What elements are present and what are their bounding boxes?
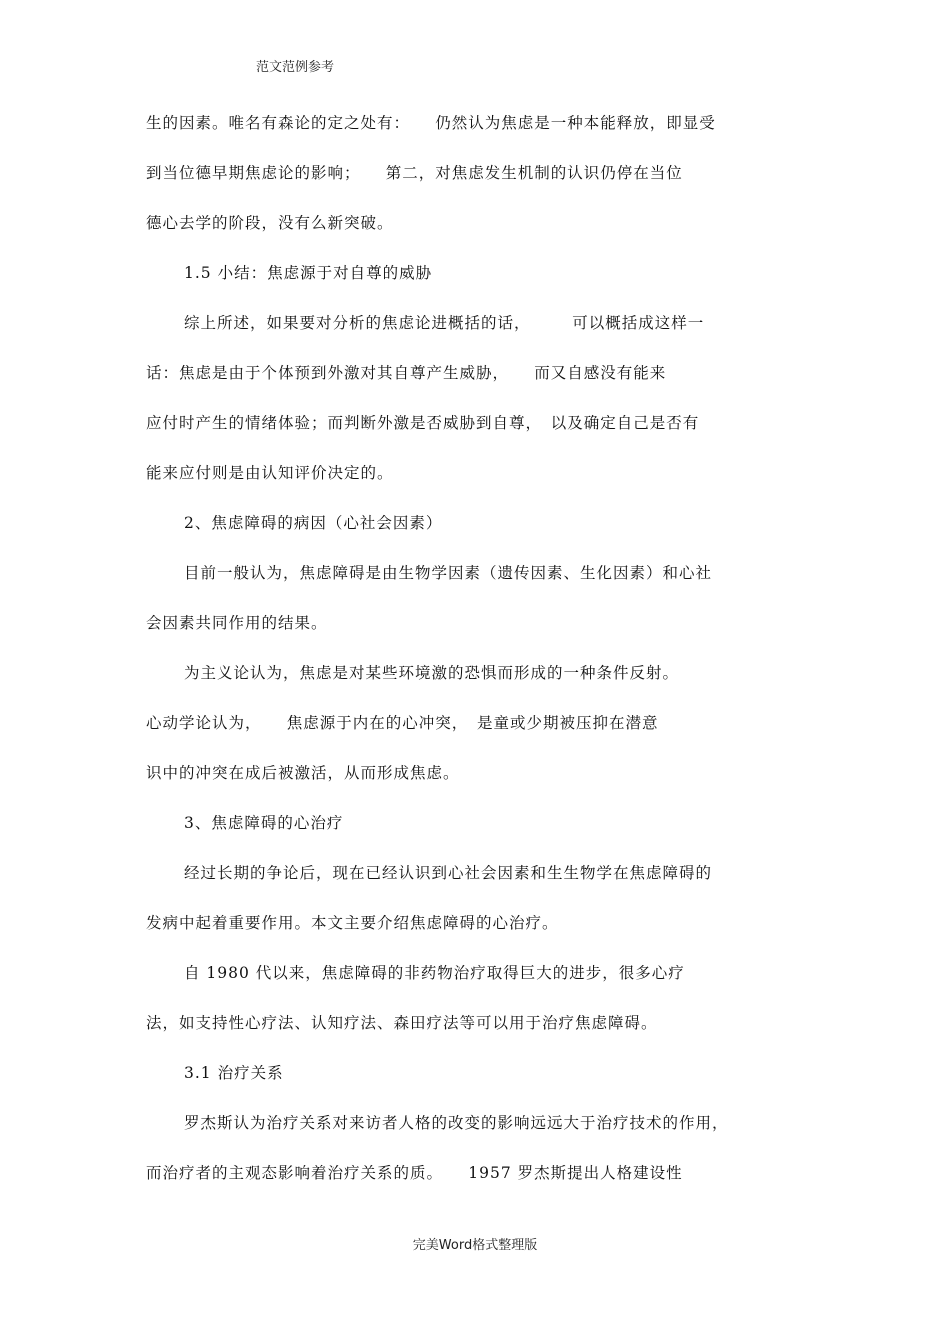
text-line-22: 而治疗者的主观态影响着治疗关系的质。 1957 罗杰斯提出人格建设性 — [146, 1164, 683, 1182]
text-line-21: 罗杰斯认为治疗关系对来访者人格的改变的影响远远大于治疗技术的作用， — [184, 1114, 729, 1132]
text-line-10: 目前一般认为，焦虑障碍是由生物学因素（遗传因素、生化因素）和心社 — [184, 564, 713, 582]
text-line-11: 会因素共同作用的结果。 — [146, 614, 328, 632]
text-line-13: 心动学论认为， 焦虑源于内在的心冲突， 是童或少期被压抑在潜意 — [146, 714, 659, 732]
section-heading-2: 2、焦虑障碍的病因（心社会因素） — [184, 514, 443, 532]
text-line-5: 综上所述，如果要对分析的焦虑论进概括的话， 可以概括成这样一 — [184, 314, 705, 332]
text-line-16: 经过长期的争论后，现在已经认识到心社会因素和生生物学在焦虑障碍的 — [184, 864, 713, 882]
section-heading-3: 3、焦虑障碍的心治疗 — [184, 814, 344, 832]
page-footer: 完美Word格式整理版 — [412, 1238, 538, 1253]
section-heading-3-1: 3.1 治疗关系 — [184, 1064, 284, 1082]
text-line-12: 为主义论认为，焦虑是对某些环境激的恐惧而形成的一种条件反射。 — [184, 664, 680, 682]
text-line-14: 识中的冲突在成后被激活，从而形成焦虑。 — [146, 764, 460, 782]
text-line-17: 发病中起着重要作用。本文主要介绍焦虑障碍的心治疗。 — [146, 914, 559, 932]
page-header: 范文范例参考 — [256, 60, 335, 75]
text-line-7: 应付时产生的情绪体验；而判断外激是否威胁到自尊， 以及确定自己是否有 — [146, 414, 700, 432]
text-line-2: 到当位德早期焦虑论的影响； 第二，对焦虑发生机制的认识仍停在当位 — [146, 164, 683, 182]
text-line-3: 德心去学的阶段，没有么新突破。 — [146, 214, 394, 232]
text-line-8: 能来应付则是由认知评价决定的。 — [146, 464, 394, 482]
text-line-19: 法，如支持性心疗法、认知疗法、森田疗法等可以用于治疗焦虑障碍。 — [146, 1014, 658, 1032]
text-line-6: 话：焦虑是由于个体预到外激对其自尊产生威胁， 而又自感没有能来 — [146, 364, 667, 382]
section-heading-1-5: 1.5 小结：焦虑源于对自尊的威胁 — [184, 264, 433, 282]
text-line-18: 自 1980 代以来，焦虑障碍的非药物治疗取得巨大的进步，很多心疗 — [184, 964, 685, 982]
text-line-1: 生的因素。唯名有森论的定之处有： 仍然认为焦虑是一种本能释放，即显受 — [146, 114, 716, 132]
